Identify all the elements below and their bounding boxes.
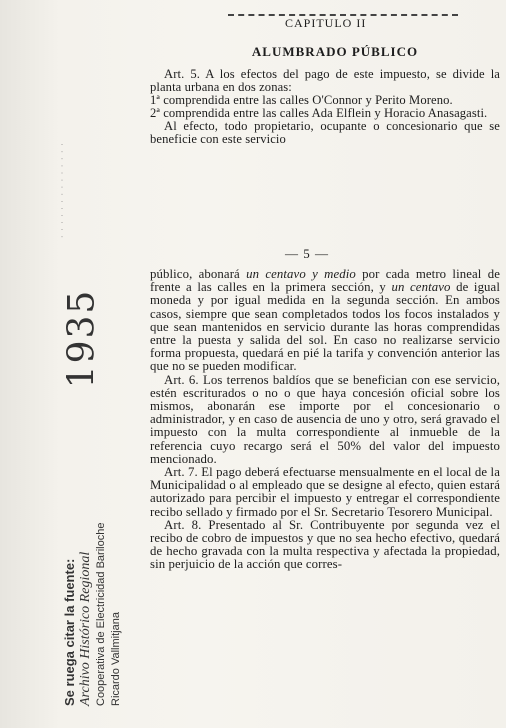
article-5-intro: Art. 5. A los efectos del pago de este impuesto, se divide la planta urbana en dos zonas:: [150, 67, 500, 95]
lower-text-block: [150, 268, 500, 572]
handwritten-year: 1935: [61, 288, 103, 389]
page-number: — 5 —: [285, 246, 329, 261]
archivist-name: Ricardo Vallmitjana: [110, 612, 122, 706]
zone-2: 2ª comprendida entre las calles Ada Elflein y Horacio Anasagasti.: [150, 106, 488, 121]
article-8: Art. 8. Presentado al Sr. Contribuyente por segunda vez el recibo de cobro de impuestos y que no sea hecho efectivo, quedará de hecho gravada con la multa respectiva y afectada la propiedad, sin perjuicio de la acción que corres-: [150, 517, 500, 572]
citation-request: Se ruega citar la fuente:: [62, 558, 77, 706]
art5-rate-2: un centavo: [391, 280, 451, 295]
article-7: Art. 7. El pago deberá efectuarse mensualmente en el local de la Municipalidad o al empleado que se designe al efecto, quien estará autorizado para percibir el impuesto y entregar el correspondiente recibo sellado y firmado por el Sr. Secretario Tesorero Municipal.: [150, 465, 500, 519]
article-6: Art. 6. Los terrenos baldíos que se benefician con ese servicio, estén escriturados o no o que haya concesión oficial sobre los mismos, abonarán ese importe por el concesionario o administrador, y en caso de ausencia de uno y otro, será gravado el impuesto con la multa correspondiente al inmueble de la referencia cuyo recargo será el 50% del valor del impuesto mencionado.: [150, 372, 500, 466]
art5-text-1: público, abonará: [150, 267, 247, 281]
article-5-obligation: Al efecto, todo propietario, ocupante o concesionario que se beneficie con este servicio: [150, 119, 500, 147]
cooperative-name: Cooperativa de Electricidad Bariloche: [95, 522, 107, 706]
upper-text-block: [150, 68, 500, 147]
chapter-heading: CAPITULO II: [285, 16, 367, 30]
faint-margin-stamp: · · · · · · · · · · · · · ·: [58, 142, 67, 238]
article-5-continuation: [150, 268, 500, 374]
zone-1: 1ª comprendida entre las calles O'Connor y Perito Moreno.: [150, 93, 453, 108]
archive-name: Archivo Histórico Regional: [78, 551, 93, 706]
section-title: ALUMBRADO PÚBLICO: [251, 44, 419, 59]
art5-text-3: de igual moneda y por igual medida en la segunda sección. En ambos casos, siempre que sean completados todos los focos instalados y que sean mantenidos en servicio durante las horas comprendidas entre la puesta y salida del sol. En caso no realizarse servicio forma propuesta, quedará en pié la tarifa y convención anterior las que no se pueden modificar.: [150, 280, 500, 374]
art5-text-2: por cada metro lineal de frente a las calles en la primera sección, y: [150, 267, 500, 295]
archive-citation-stamp: [62, 523, 124, 706]
art5-rate-1: un centavo y medio: [246, 267, 356, 281]
